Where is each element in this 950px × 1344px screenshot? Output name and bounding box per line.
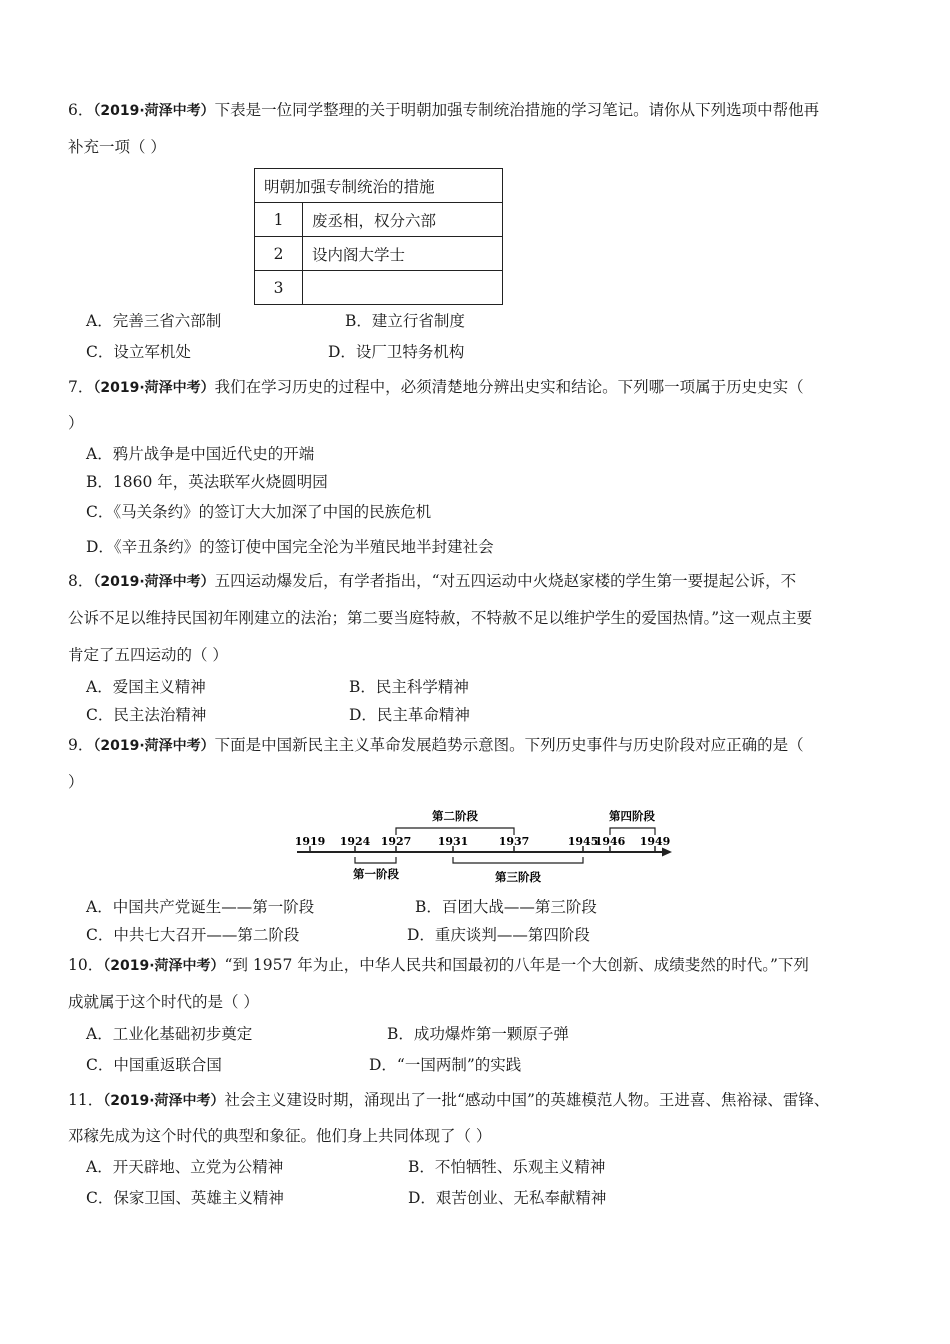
- q6-stem-1: 下表是一位同学整理的关于明朝加强专制统治措施的学习笔记。请你从下列选项中帮他再: [214, 101, 820, 119]
- q11-source: （2019·菏泽中考）: [103, 1093, 225, 1109]
- q6-line1: [68, 100, 819, 121]
- q6-number: 6．: [68, 101, 94, 119]
- q11-stem-2: 邓稼先成为这个时代的典型和象征。他们身上共同体现了（ ）: [68, 1127, 492, 1145]
- q6-option-d[interactable]: D．设厂卫特务机构: [328, 343, 465, 361]
- q8-stem-1: 五四运动爆发后，有学者指出，“对五四运动中火烧赵家楼的学生第一要提起公诉，不: [214, 572, 797, 590]
- q11-line1: [68, 1090, 829, 1111]
- table-cell-text: 设内阁大学士: [303, 237, 503, 271]
- q8-option-d[interactable]: D．民主革命精神: [349, 706, 470, 724]
- q6-stem-2: 补充一项（ ）: [68, 138, 166, 156]
- q9-source: （2019·菏泽中考）: [93, 738, 215, 754]
- q6-notes-table: [254, 168, 503, 305]
- q7-option-b[interactable]: B．1860 年，英法联军火烧圆明园: [86, 473, 328, 491]
- year-label-1919: 1919: [294, 835, 326, 848]
- q6-source: （2019·菏泽中考）: [93, 103, 215, 119]
- stage1-bracket: [355, 857, 396, 863]
- q9-option-a[interactable]: A．中国共产党诞生——第一阶段: [86, 898, 315, 916]
- q11-option-c[interactable]: C．保家卫国、英雄主义精神: [86, 1189, 284, 1207]
- stage2-label: 第二阶段: [432, 809, 478, 823]
- q9-option-c[interactable]: C．中共七大召开——第二阶段: [86, 926, 300, 944]
- q8-stem-2: 公诉不足以维持民国初年刚建立的法治；第二要当庭特赦，不特赦不足以维护学生的爱国热情。”这一观点主要: [68, 609, 813, 627]
- q11-option-d[interactable]: D．艰苦创业、无私奉献精神: [408, 1189, 607, 1207]
- year-label-1945: 1945: [567, 835, 599, 848]
- q7-option-c[interactable]: C．《马关条约》的签订大大加深了中国的民族危机: [86, 503, 432, 521]
- q10-option-d[interactable]: D．“一国两制”的实践: [369, 1056, 522, 1074]
- q9-timeline-diagram: [292, 805, 682, 890]
- year-label-1931: 1931: [437, 835, 469, 848]
- table-row: [255, 271, 503, 305]
- q6-option-c[interactable]: C．设立军机处: [86, 343, 191, 361]
- q7-source: （2019·菏泽中考）: [93, 380, 215, 396]
- year-label-1927: 1927: [380, 835, 412, 848]
- table-cell-num: 3: [255, 271, 303, 305]
- q6-table-header: 明朝加强专制统治的措施: [255, 169, 503, 203]
- q8-line1: [68, 571, 796, 592]
- q9-line1: [68, 735, 804, 756]
- q10-line1: [68, 955, 809, 976]
- table-cell-text: 废丞相，权分六部: [303, 203, 503, 237]
- q8-source: （2019·菏泽中考）: [93, 574, 215, 590]
- q8-option-c[interactable]: C．民主法治精神: [86, 706, 207, 724]
- q7-option-a[interactable]: A．鸦片战争是中国近代史的开端: [86, 445, 315, 463]
- stage4-label: 第四阶段: [609, 809, 655, 823]
- q8-option-b[interactable]: B．民主科学精神: [349, 678, 469, 696]
- q7-line1: [68, 377, 804, 398]
- q10-stem-1: “到 1957 年为止，中华人民共和国最初的八年是一个大创新、成绩斐然的时代。”下列: [224, 956, 809, 974]
- q11-option-b[interactable]: B．不怕牺牲、乐观主义精神: [408, 1158, 606, 1176]
- timeline-arrow-icon: [662, 848, 672, 857]
- q11-number: 11．: [68, 1091, 104, 1109]
- stage1-label: 第一阶段: [353, 867, 399, 881]
- table-cell-num: 1: [255, 203, 303, 237]
- stage2-bracket: [396, 828, 514, 835]
- table-cell-text: [303, 271, 503, 305]
- q8-stem-3: 肯定了五四运动的（ ）: [68, 646, 228, 664]
- year-label-1924: 1924: [339, 835, 371, 848]
- stage4-bracket: [610, 828, 655, 835]
- q11-option-a[interactable]: A．开天辟地、立党为公精神: [86, 1158, 284, 1176]
- table-row: [255, 237, 503, 271]
- q9-number: 9．: [68, 736, 94, 754]
- q6-option-b[interactable]: B．建立行省制度: [345, 312, 465, 330]
- q9-option-d[interactable]: D．重庆谈判——第四阶段: [407, 926, 590, 944]
- q9-option-b[interactable]: B．百团大战——第三阶段: [415, 898, 597, 916]
- q10-number: 10．: [68, 956, 104, 974]
- q10-option-a[interactable]: A．工业化基础初步奠定: [86, 1025, 253, 1043]
- q7-number: 7．: [68, 378, 94, 396]
- q7-option-d[interactable]: D．《辛丑条约》的签订使中国完全沦为半殖民地半封建社会: [86, 538, 494, 556]
- year-label-1946: 1946: [594, 835, 626, 848]
- q8-option-a[interactable]: A．爱国主义精神: [86, 678, 206, 696]
- q11-stem-1: 社会主义建设时期，涌现出了一批“感动中国”的英雄模范人物。王进喜、焦裕禄、雷锋、: [224, 1091, 830, 1109]
- q10-option-c[interactable]: C．中国重返联合国: [86, 1056, 222, 1074]
- q10-source: （2019·菏泽中考）: [103, 958, 225, 974]
- year-label-1949: 1949: [639, 835, 671, 848]
- q10-option-b[interactable]: B．成功爆炸第一颗原子弹: [387, 1025, 569, 1043]
- q10-stem-2: 成就属于这个时代的是（ ）: [68, 993, 259, 1011]
- table-row: [255, 203, 503, 237]
- q8-number: 8．: [68, 572, 94, 590]
- q7-stem-1: 我们在学习历史的过程中，必须清楚地分辨出史实和结论。下列哪一项属于历史史实（: [214, 378, 804, 396]
- year-label-1937: 1937: [498, 835, 530, 848]
- q6-option-a[interactable]: A．完善三省六部制: [86, 312, 222, 330]
- stage3-label: 第三阶段: [495, 870, 541, 884]
- q9-stem-1: 下面是中国新民主主义革命发展趋势示意图。下列历史事件与历史阶段对应正确的是（: [214, 736, 804, 754]
- q9-stem-2: ）: [68, 773, 84, 791]
- table-cell-num: 2: [255, 237, 303, 271]
- stage3-bracket: [453, 857, 583, 863]
- q7-stem-2: ）: [68, 414, 84, 432]
